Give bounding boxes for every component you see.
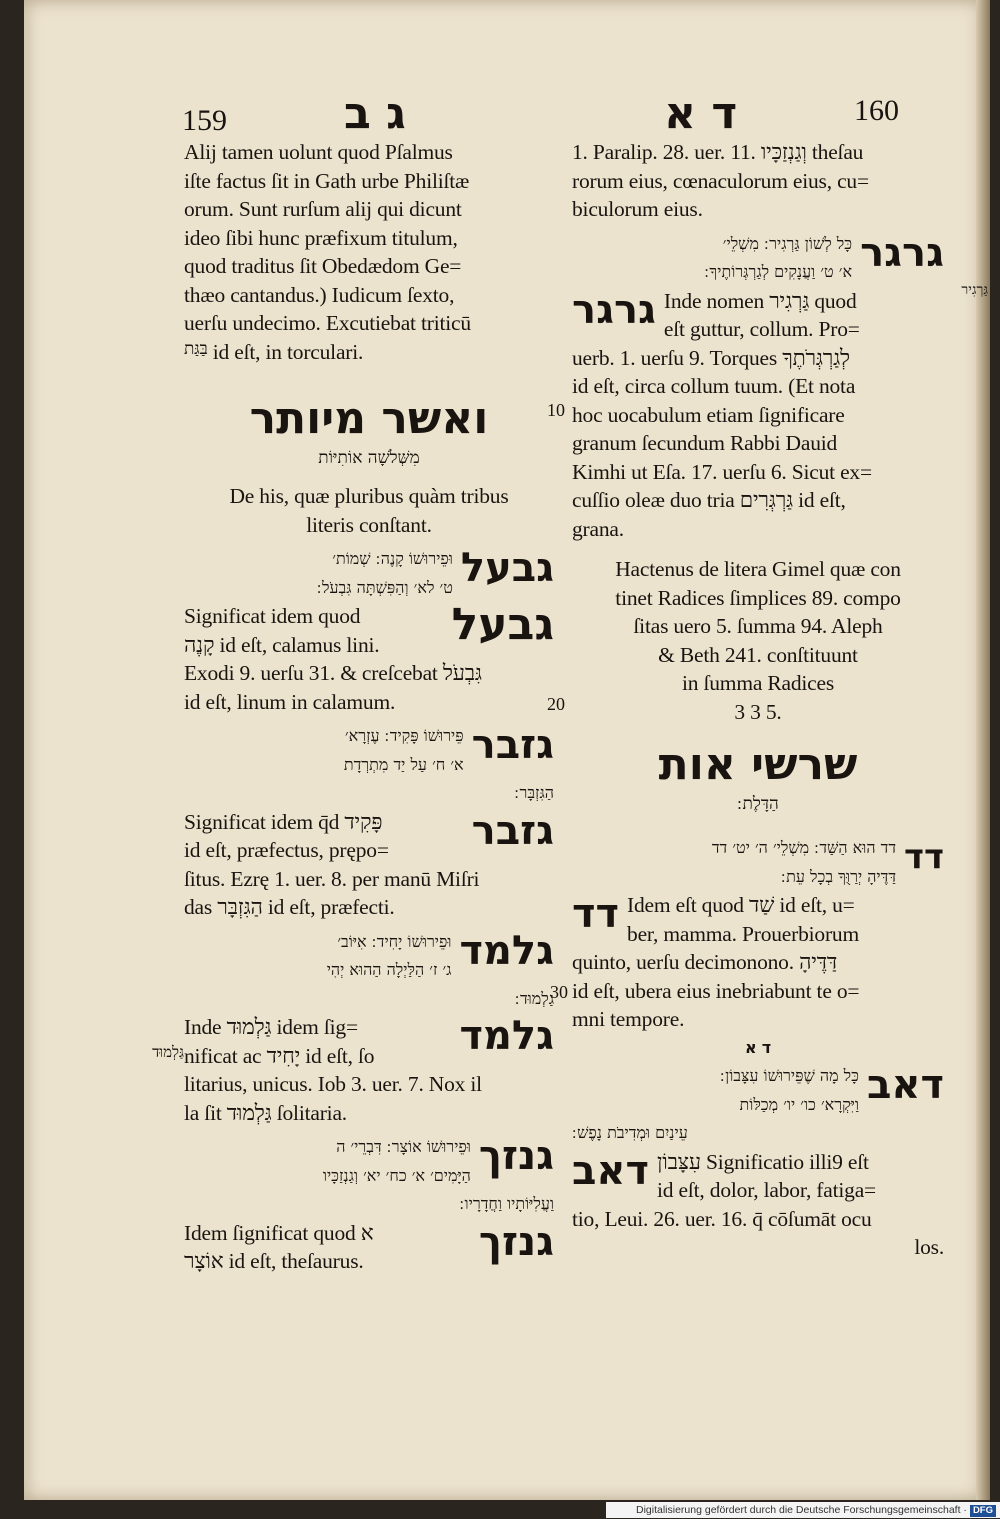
hebrew-gloss-line: דד הוּא הַשַּׁד ׃ מִשְׁלֵי׳ ה׳ יט׳ דד — [711, 838, 897, 857]
hebrew-word: בַּגַּת — [184, 338, 208, 359]
text-line: עִצָּבוֹן Significatio illi9 eſt — [657, 1149, 869, 1174]
headword-large: גרגר — [572, 286, 656, 333]
right-header-letters: ד א — [664, 88, 738, 139]
text-line: Kimhi ut Eſa. 17. uerſu 6. Sicut ex= — [572, 459, 872, 484]
text-line: la ſit גַּלְמוּד ſolitaria. — [184, 1100, 347, 1125]
dfg-logo: DFG — [970, 1505, 996, 1517]
latin-phrase: id eſt, in torculari. — [212, 339, 364, 364]
text-line: אוֹצָר id eſt, theſaurus. — [184, 1249, 364, 1273]
hebrew-gloss-line: עֵינַיִם וּמְדִיבֹת נָפֶשׁ ׃ — [572, 1123, 688, 1142]
summary-line: in ſumma Radices — [681, 671, 835, 695]
headword-large: דד — [572, 891, 620, 937]
lexicon-entry — [572, 834, 944, 1034]
margin-note-hebrew: גַּרְגִיר — [961, 282, 988, 298]
hebrew-gloss-line: וּפֵירוּשׁוֹ אוֹצָר ׃ דִּבְרֵי׳ ה — [336, 1137, 471, 1156]
headword: גרגר — [860, 229, 944, 276]
margin-note-hebrew: גַּלְמוּד — [152, 1043, 184, 1061]
text-line: Inde גַּלְמוּד idem ſig= — [184, 1015, 358, 1039]
text-line: quod traditus ſit Obedædom Ge= — [184, 254, 462, 278]
margin-line-number: 20 — [547, 694, 565, 714]
footer-text: Digitalisierung gefördert durch die Deutsche Forschungsgemeinschaft — [636, 1504, 961, 1516]
text-line: id eſt, circa collum tuum. (Et nota — [572, 374, 856, 398]
text-line: id eſt, dolor, labor, fatiga= — [657, 1178, 876, 1202]
hebrew-gloss-line: דַּדֶּיהָ יְרַוֻּךָ בְכָל עֵת ׃ — [781, 866, 897, 886]
text-line: grana. — [572, 516, 624, 541]
sub-letters: ד א — [744, 1037, 772, 1057]
text-line: ideo ſibi hunc præfixum titulum, — [184, 225, 458, 250]
text-line: ſitus. Ezrę 1. uer. 8. per manū Miſri — [184, 866, 480, 891]
headword: גלמד — [459, 927, 554, 974]
section-subtitle-hebrew: הַדָּלֶת ׃ — [737, 794, 779, 814]
headword-large: גלמד — [459, 1013, 554, 1059]
text-line: litarius, unicus. Iob 3. uer. 7. Nox il — [184, 1072, 482, 1096]
section-subtitle-hebrew: מִשְּׁלֹשָׁה אוֹתִיּוֹת — [318, 448, 420, 468]
section-title-hebrew: שרשי אות — [658, 739, 858, 790]
hebrew-gloss-line: גַלְמוּד ׃ — [514, 988, 554, 1008]
hebrew-gloss-line: ג׳ ז׳ הַלַּיְלָה הַהוּא יְהִי — [326, 960, 452, 979]
page-fold-shadow — [976, 0, 990, 1500]
margin-line-number: 30 — [550, 982, 568, 1002]
text-line: Idem eſt quod שַׁד id eſt, u= — [627, 893, 855, 917]
margin-line-number: 10 — [547, 400, 565, 420]
text-line: id eſt, præfectus, prępo= — [184, 838, 389, 862]
text-line: קָנֶה id eſt, calamus lini. — [184, 632, 380, 657]
hebrew-gloss-line: פֵּירוּשׁוֹ פָּקִיד ׃ עֶזְרָא׳ — [344, 726, 464, 745]
text-line: thæo cantandus.) Iudicum ſexto, — [184, 282, 455, 307]
text-line: Alij tamen uolunt quod Pſalmus — [184, 140, 453, 164]
text-line: 1. Paralip. 28. uer. 11. וְגַנְזַכָּיו theſau — [572, 140, 864, 164]
summary-line: Hactenus de litera Gimel quæ con — [615, 557, 901, 581]
text-line: iſte factus ſit in Gath urbe Philiſtæ — [184, 168, 470, 193]
text-line: hoc uocabulum etiam ſignificare — [572, 402, 845, 427]
hebrew-gloss-line: א׳ ח׳ עַל יַד מִתְרְדָת — [343, 754, 464, 774]
hebrew-gloss-line: כָּל לְשׁוֹן גַּרְגִיר ׃ מִשְׁלֵי׳ — [722, 233, 853, 253]
text-line: quinto, uerſu decimonono. דַּדֶּיהָ — [572, 950, 837, 974]
section-title-hebrew: ואשר מיותר — [249, 393, 489, 444]
section-title-latin: literis conſtant. — [306, 512, 432, 537]
text-line: Significat idem quod — [184, 604, 361, 628]
lexicon-entry — [572, 230, 944, 544]
text-line: rorum eius, cœnaculorum eius, cu= — [572, 168, 869, 193]
headword-large: גנזך — [478, 1218, 554, 1265]
headword: גזבר — [471, 722, 554, 768]
headword: גנזך — [478, 1133, 554, 1179]
text-line: uerſu undecimo. Excutiebat triticū — [184, 311, 471, 335]
right-page-number: 160 — [854, 94, 899, 127]
lexicon-entry — [184, 1133, 554, 1276]
hebrew-gloss-line: הַגִּזְבָּר ׃ — [514, 783, 554, 802]
hebrew-gloss-line: א׳ ט׳ וַעֲנָקִים לְגַרְגְּרוֹתֶיךָ ׃ — [704, 262, 853, 281]
headword-large: דאב — [572, 1147, 650, 1194]
text-line: uerb. 1. uerſu 9. Torques לְגַרְגְּרֹתֶךָ — [572, 345, 850, 370]
headword: דד — [904, 837, 944, 877]
left-header-letters: ג ב — [344, 88, 406, 139]
hebrew-gloss-line: וּפֵירוּשׁוֹ קָנֶה ׃ שְׁמוֹת׳ — [332, 549, 453, 568]
summary-line: & Beth 241. conſtituunt — [658, 642, 858, 667]
headword-large: גבעל — [451, 599, 554, 650]
lexicon-entry — [184, 545, 554, 716]
summary-line: 3 3 5. — [734, 699, 782, 724]
right-column — [572, 138, 944, 1262]
left-column — [184, 138, 554, 1276]
summary-line: tinet Radices ſimplices 89. compo — [615, 585, 901, 610]
text-line: granum ſecundum Rabbi Dauid — [572, 431, 838, 455]
text-line: id eſt, ubera eius inebriabunt te o= — [572, 978, 860, 1003]
text-line: orum. Sunt rurſum alij qui dicunt — [184, 197, 462, 221]
hebrew-gloss-line: וּפֵירוּשׁוֹ יָחִיד ׃ אִיּוֹב׳ — [337, 931, 452, 951]
hebrew-gloss-line: וַיִּקְרָא׳ כו׳ יו׳ מְכַלּוֹת — [739, 1094, 859, 1114]
lexicon-entry — [572, 1062, 944, 1262]
book-page — [24, 0, 990, 1500]
headword-large: גזבר — [471, 807, 554, 854]
text-line: das הַגִּזְבָּר id eſt, præfecti. — [184, 895, 395, 919]
left-page-number: 159 — [182, 104, 227, 137]
hebrew-gloss-line: הַיָּמִים׳ א׳ כח׳ יא׳ וְגַנְזַכָּיו — [322, 1165, 471, 1185]
section-title-latin: De his, quæ pluribus quàm tribus — [229, 484, 509, 508]
text-line: Exodi 9. uerſu 31. & creſcebat גִּבְעֹל — [184, 661, 482, 685]
hebrew-gloss-line: ט׳ לא׳ וְהַפִּשְׁתָּה גִּבְעֹל ׃ — [316, 577, 453, 597]
text-line: ber, mamma. Prouerbiorum — [627, 921, 860, 946]
text-line: Inde nomen גַּרְגִיר quod — [663, 288, 857, 313]
summary-line: ſitas uero 5. ſumma 94. Aleph — [633, 614, 883, 638]
headword: גבעל — [460, 545, 554, 591]
hebrew-gloss-line: כָּל מָה שֶׁפֵּירוּשׁוֹ עִצָּבוֹן ׃ — [720, 1066, 859, 1085]
text-line: mni tempore. — [572, 1007, 685, 1031]
text-line: eſt guttur, collum. Pro= — [663, 317, 860, 341]
text-line: cuſſio oleæ duo tria גַּרְגְּרִים id eſt, — [572, 488, 846, 512]
text-line: biculorum eius. — [572, 197, 703, 221]
hebrew-gloss-line: וַעֲלִיּוֹתָיו וַחֲדָרָיו ׃ — [459, 1194, 554, 1213]
text-line — [184, 338, 554, 367]
headword: דאב — [866, 1062, 944, 1108]
lexicon-entry — [184, 928, 554, 1128]
text-line: tio, Leui. 26. uer. 16. q̄ cōſumāt ocu — [572, 1206, 872, 1231]
text-line: id eſt, linum in calamum. — [184, 689, 396, 714]
text-line: Significat idem q̄d פָּקִיד — [184, 809, 383, 834]
lexicon-entry — [184, 722, 554, 922]
text-line: nificat ac יָחִיד id eſt, ſo — [184, 1043, 375, 1068]
text-line: Idem ſignificat quod א — [184, 1220, 374, 1245]
digitization-footer: Digitalisierung gefördert durch die Deutsche Forschungsgemeinschaft · DFG — [606, 1502, 1000, 1518]
text-line: los. — [914, 1235, 944, 1259]
